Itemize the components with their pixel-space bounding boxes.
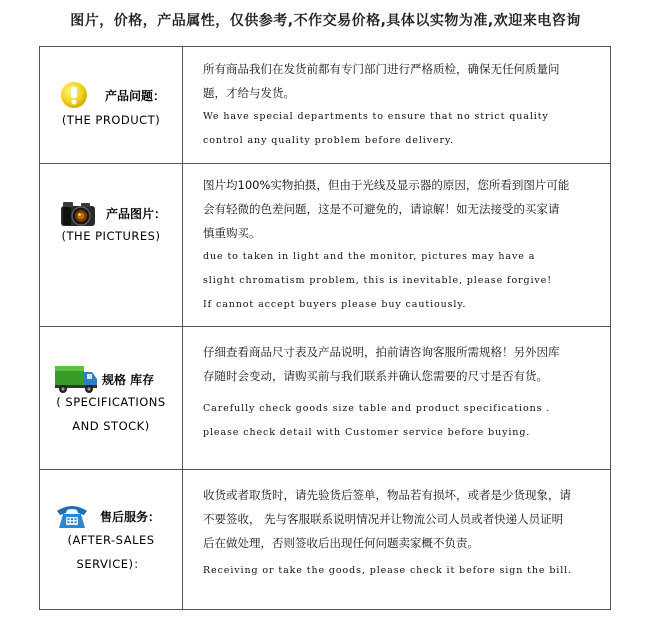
label-cell — [40, 470, 183, 610]
label-en: ( SPECIFICATIONS — [56, 395, 166, 409]
info-table — [39, 46, 611, 610]
table-row-specifications — [40, 327, 611, 470]
text-en: due to taken in light and the monitor, pictures may have a — [203, 251, 536, 262]
content-cell — [183, 164, 611, 327]
table-row-after-sales — [40, 470, 611, 610]
text-zh: 会有轻微的色差问题，这是不可避免的，请谅解！如无法接受的买家请 — [203, 202, 560, 216]
label-cell — [40, 164, 183, 327]
text-en: We have special departments to ensure that no strict quality — [203, 111, 549, 122]
label-cell — [40, 47, 183, 164]
text-en: Receiving or take the goods, please check it before sign the bill. — [203, 565, 573, 576]
label-en: (THE PRODUCT) — [61, 113, 161, 127]
text-zh: 后在做处理，否则签收后出现任何问题卖家概不负责。 — [203, 536, 479, 550]
content-cell — [183, 47, 611, 164]
label-en: SERVICE)： — [76, 557, 146, 571]
telephone-icon — [55, 502, 89, 530]
text-zh: 题，才给与发货。 — [203, 86, 295, 100]
text-en: control any quality problem before delivery. — [203, 135, 454, 146]
text-zh: 不要签收， 先与客服联系说明情况并让物流公司人员或者快递人员证明 — [203, 512, 564, 526]
text-zh: 收货或者取货时，请先验货后签单，物品若有损坏，或者是少货现象，请 — [203, 488, 571, 502]
label-zh: 规格 库存 — [102, 372, 155, 387]
label-en: (AFTER-SALES — [67, 533, 155, 547]
text-zh: 所有商品我们在发货前都有专门部门进行严格质检，确保无任何质量问 — [203, 62, 560, 76]
content-cell — [183, 327, 611, 470]
label-en: (THE PICTURES) — [61, 229, 161, 243]
text-en: slight chromatism problem, this is inevitable, please forgive! — [203, 275, 552, 286]
content-cell — [183, 470, 611, 610]
text-zh: 图片均100%实物拍摄，但由于光线及显示器的原因，您所看到图片可能 — [203, 178, 570, 192]
label-zh: 售后服务： — [100, 509, 161, 524]
label-zh: 产品图片： — [106, 206, 167, 221]
label-cell — [40, 327, 183, 470]
warning-exclamation-icon — [60, 81, 88, 109]
page-title: 图片，价格，产品属性，仅供参考,不作交易价格,具体以实物为准,欢迎来电咨询 — [70, 13, 581, 29]
table-row-pictures — [40, 164, 611, 327]
text-zh: 存随时会变动，请购买前与我们联系并确认您需要的尺寸是否有货。 — [203, 369, 548, 383]
text-en: please check detail with Customer service before buying. — [203, 427, 531, 438]
label-zh: 产品问题： — [105, 88, 166, 103]
text-zh: 仔细查看商品尺寸表及产品说明，拍前请咨询客服所需规格！另外因库 — [203, 345, 560, 359]
text-en: Carefully check goods size table and product specifications . — [203, 403, 551, 414]
label-en: AND STOCK) — [72, 419, 150, 433]
text-zh: 慎重购买。 — [203, 226, 261, 240]
table-row-product — [40, 47, 611, 164]
text-en: If cannot accept buyers please buy cautiously. — [203, 299, 467, 310]
